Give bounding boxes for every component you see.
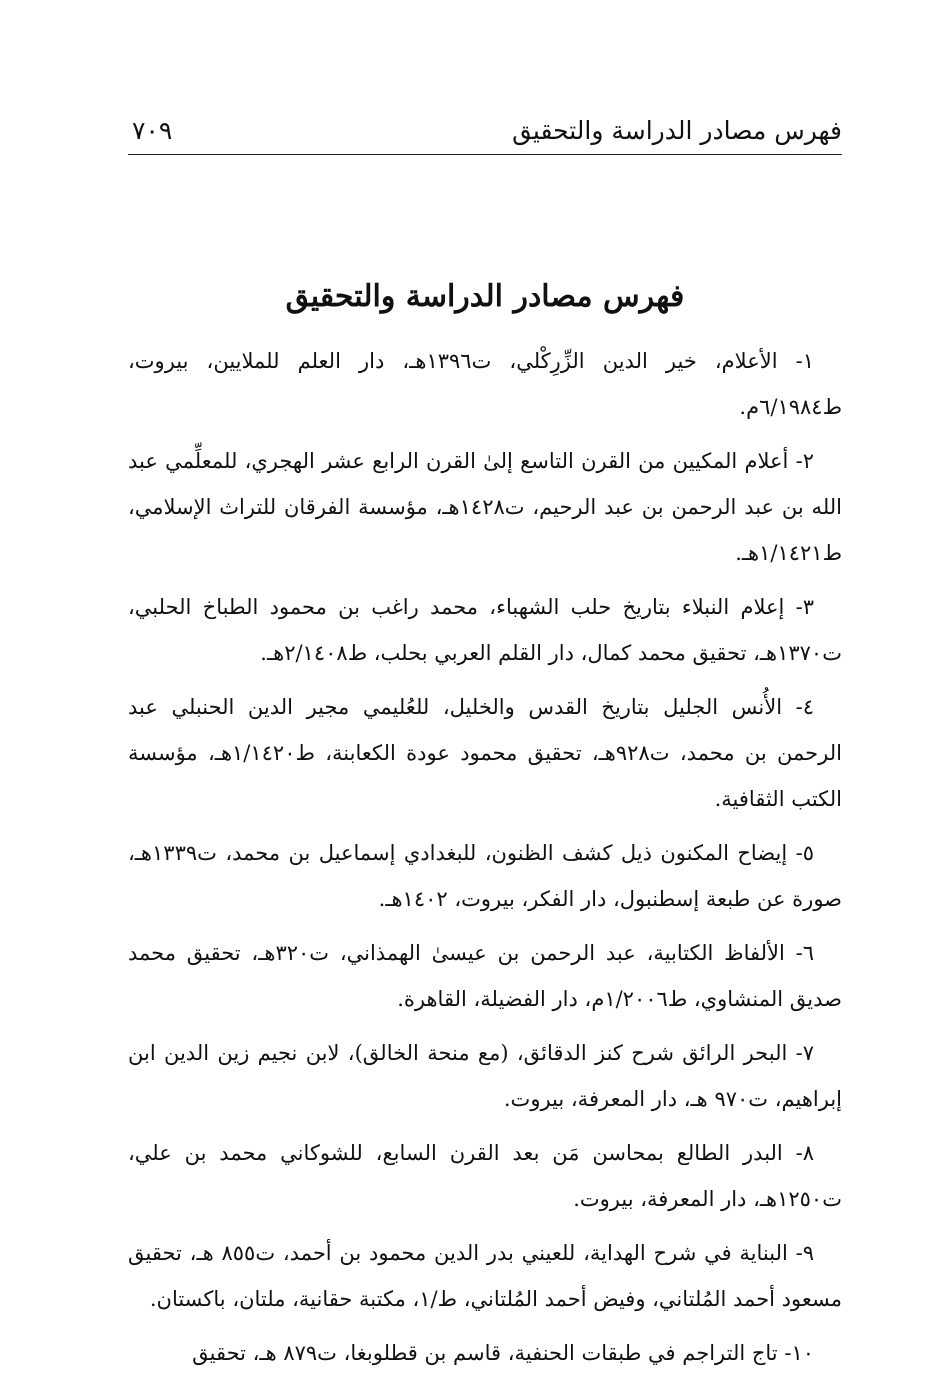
bibliography-entry: ٥- إيضاح المكنون ذيل كشف الظنون، للبغدادي إسماعيل بن محمد، ت١٣٣٩هـ، صورة عن طبعة إسطنبول، دار الفكر، بيروت، ١٤٠٢هـ. [128, 841, 842, 911]
bibliography-entry: ٣- إعلام النبلاء بتاريخ حلب الشهباء، محمد راغب بن محمود الطباخ الحلبي، ت١٣٧٠هـ، تحقيق محمد كمال، دار القلم العربي بحلب، ط٢/١٤٠٨هـ. [128, 595, 842, 665]
running-header [128, 112, 842, 155]
bibliography-entry: ٧- البحر الرائق شرح كنز الدقائق، (مع منحة الخالق)، لابن نجيم زين الدين ابن إبراهيم، ت٩٧٠ هـ، دار المعرفة، بيروت. [128, 1041, 842, 1111]
bibliography-entry: ٩- البناية في شرح الهداية، للعيني بدر الدين محمود بن أحمد، ت٨٥٥ هـ، تحقيق مسعود أحمد المُلتاني، وفيض أحمد المُلتاني، ط/١، مكتبة حقانية، ملتان، باكستان. [128, 1241, 842, 1311]
bibliography-entry: ٦- الألفاظ الكتابية، عبد الرحمن بن عيسىٰ الهمذاني، ت٣٢٠هـ، تحقيق محمد صديق المنشاوي، ط١/٢٠٠٦م، دار الفضيلة، القاهرة. [128, 941, 842, 1011]
bibliography-entry: ١- الأعلام، خير الدين الزِّرِكْلي، ت١٣٩٦هـ، دار العلم للملايين، بيروت، ط٦/١٩٨٤م. [128, 349, 842, 419]
running-title: فهرس مصادر الدراسة والتحقيق [512, 116, 842, 145]
bibliography-entry: ٢- أعلام المكيين من القرن التاسع إلىٰ القرن الرابع عشر الهجري، للمعلِّمي عبد الله بن عبد الرحمن بن عبد الرحيم، ت١٤٢٨هـ، مؤسسة الفرقان للتراث الإسلامي، ط١/١٤٢١هـ. [128, 449, 843, 565]
page-title: فهرس مصادر الدراسة والتحقيق [285, 279, 685, 315]
bibliography-entry: ١٠- تاج التراجم في طبقات الحنفية، قاسم بن قطلوبغا، ت٨٧٩ هـ، تحقيق [192, 1341, 814, 1365]
bibliography-list [128, 338, 842, 1384]
bibliography-entry: ٤- الأُنس الجليل بتاريخ القدس والخليل، للعُليمي مجير الدين الحنبلي عبد الرحمن بن محمد، ت٩٢٨هـ، تحقيق محمود عودة الكعابنة، ط١/١٤٢٠هـ، مؤسسة الكتب الثقافية. [128, 695, 842, 811]
bibliography-entry: ٨- البدر الطالع بمحاسن مَن بعد القرن السابع، للشوكاني محمد بن علي، ت١٢٥٠هـ، دار المعرفة، بيروت. [128, 1141, 842, 1211]
page-number: ٧٠٩ [132, 116, 173, 145]
